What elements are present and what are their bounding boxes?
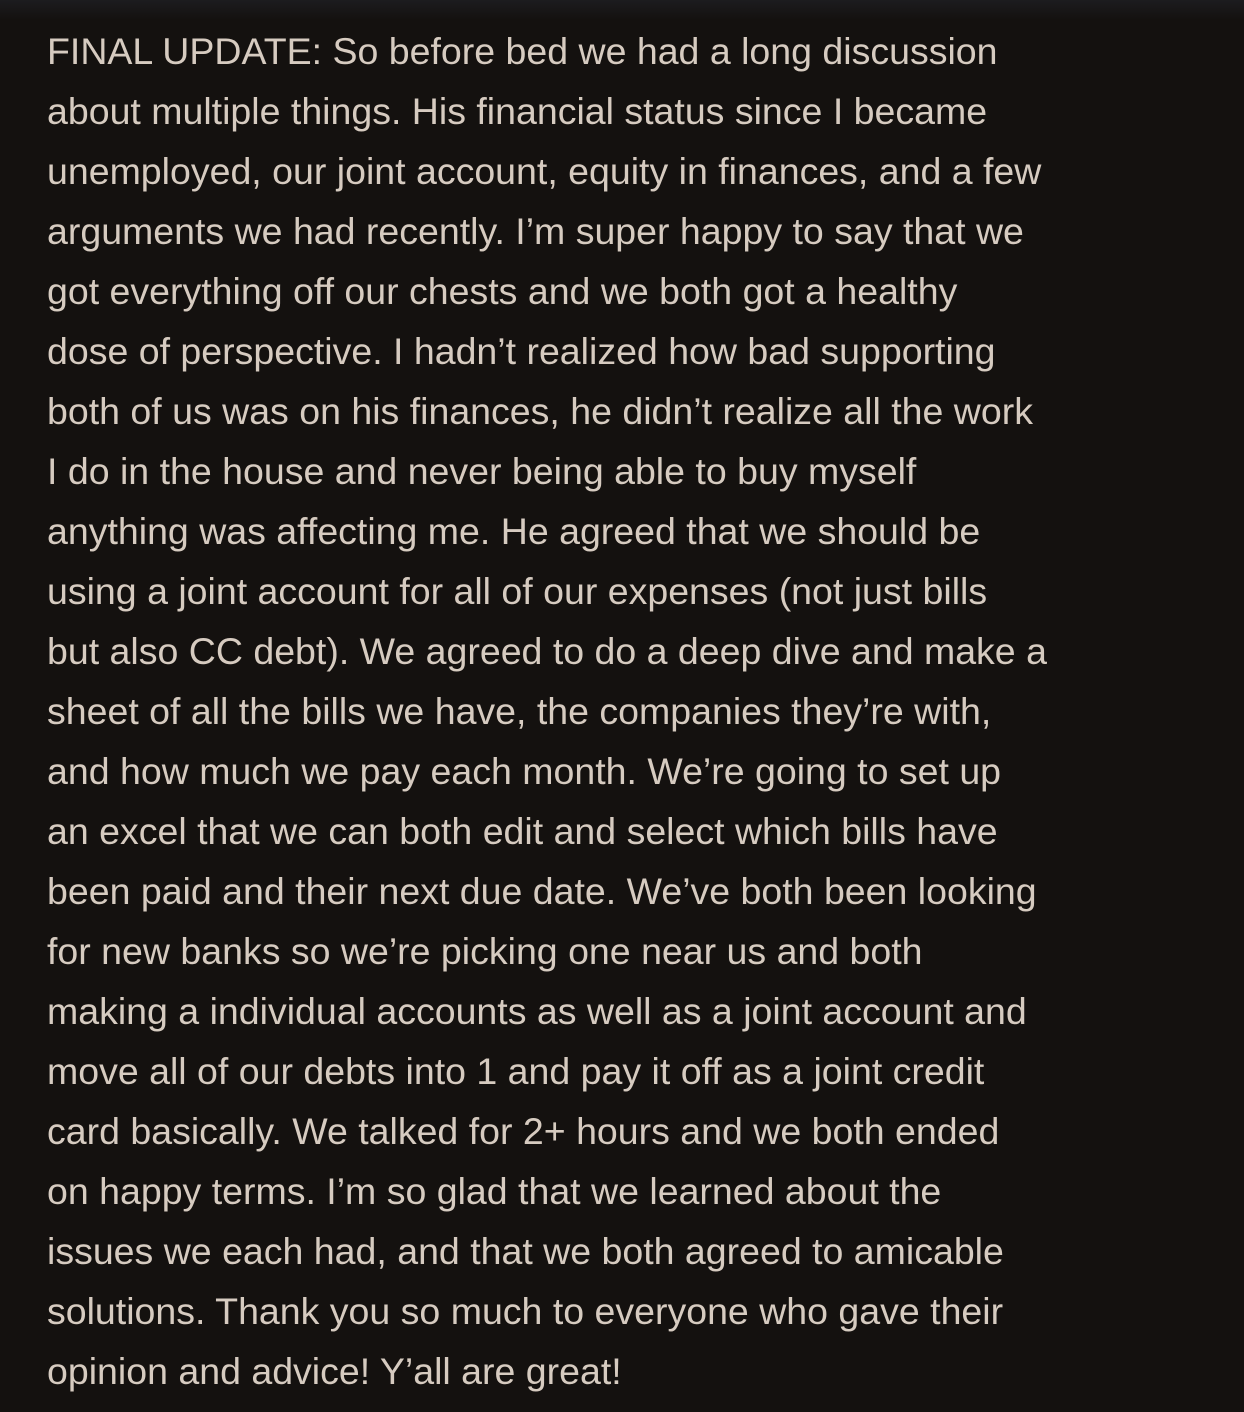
post-line: been paid and their next due date. We’ve both been looking	[47, 870, 1037, 912]
top-edge-strip	[0, 0, 1244, 20]
post-line: about multiple things. His financial status since I became	[47, 90, 988, 132]
post-line: both of us was on his finances, he didn’t realize all the work	[47, 390, 1033, 432]
post-line: on happy terms. I’m so glad that we learned about the	[47, 1170, 942, 1212]
post-line: solutions. Thank you so much to everyone who gave their	[47, 1290, 1004, 1332]
post-line: issues we each had, and that we both agreed to amicable	[47, 1230, 1004, 1272]
post-line: unemployed, our joint account, equity in finances, and a few	[47, 150, 1042, 192]
post-line: opinion and advice! Y’all are great!	[47, 1350, 622, 1392]
post-line: for new banks so we’re picking one near us and both	[47, 930, 923, 972]
post-line: but also CC debt). We agreed to do a deep dive and make a	[47, 630, 1047, 672]
post-line: sheet of all the bills we have, the companies they’re with,	[47, 690, 992, 732]
post-line: an excel that we can both edit and select which bills have	[47, 810, 998, 852]
post-line: got everything off our chests and we both got a healthy	[47, 270, 958, 312]
post-line: dose of perspective. I hadn’t realized how bad supporting	[47, 330, 996, 372]
post-line: and how much we pay each month. We’re going to set up	[47, 750, 1002, 792]
post-line: using a joint account for all of our expenses (not just bills	[47, 570, 988, 612]
post-line: making a individual accounts as well as a joint account and	[47, 990, 1027, 1032]
post-body-text	[47, 21, 1227, 1401]
post-line: card basically. We talked for 2+ hours and we both ended	[47, 1110, 1000, 1152]
post-line: FINAL UPDATE: So before bed we had a long discussion	[47, 30, 998, 72]
post-line: arguments we had recently. I’m super happy to say that we	[47, 210, 1024, 252]
post-line: move all of our debts into 1 and pay it off as a joint credit	[47, 1050, 985, 1092]
post-line: anything was affecting me. He agreed that we should be	[47, 510, 981, 552]
post-line: I do in the house and never being able to buy myself	[47, 450, 917, 492]
